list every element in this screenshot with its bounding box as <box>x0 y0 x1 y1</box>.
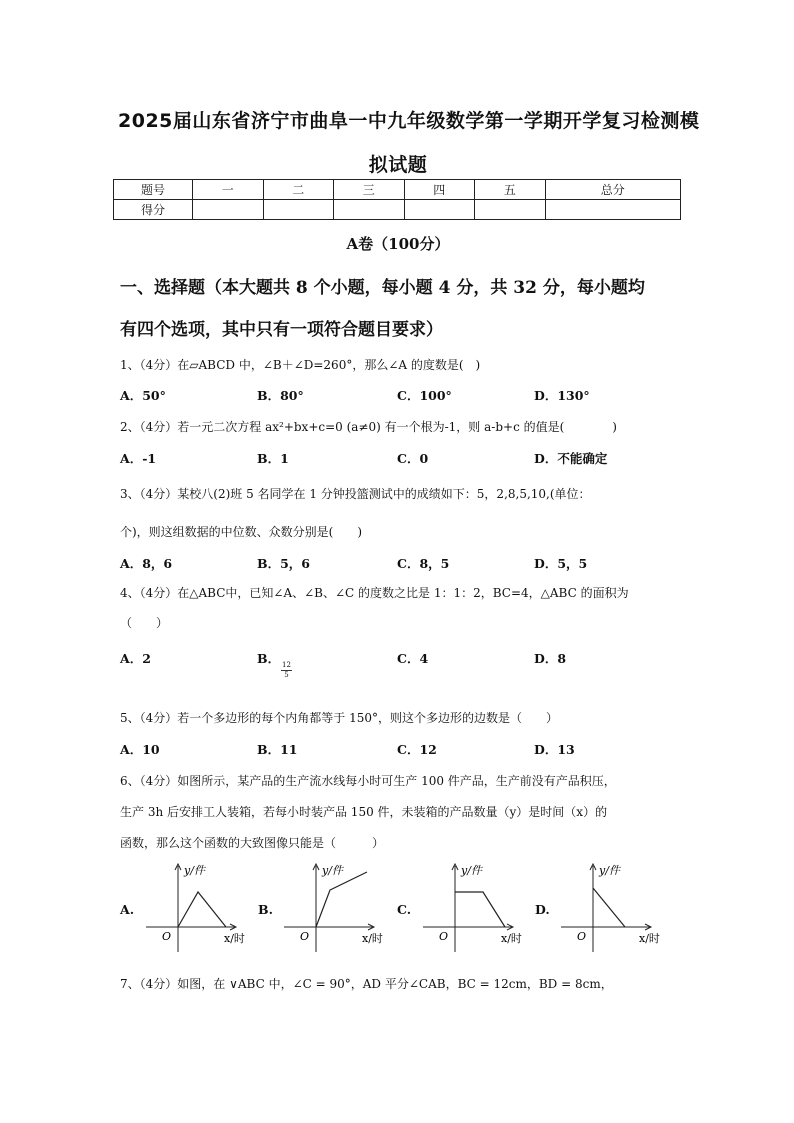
graph-a-triangle <box>142 860 262 955</box>
question-4-text-line1: 4、（4分）在△ABC中，已知∠A、∠B、∠C 的度数之比是 1：1：2，BC=4，△ABC 的面积为 <box>120 586 629 600</box>
score-cell <box>404 200 475 220</box>
score-header-cell: 一 <box>193 180 264 200</box>
q4-option-c: C．4 <box>397 651 429 666</box>
question-6-text-line2: 生产 3h 后安排工人装箱，若每小时装产品 150 件，未装箱的产品数量（y）是时间（x）的 <box>120 805 608 819</box>
question-2-text: 2、（4分）若一元二次方程 ax²+bx+c=0 (a≠0) 有一个根为-1，则 a-b+c 的值是( ) <box>120 420 617 434</box>
question-5-text: 5、（4分）若一个多边形的每个内角都等于 150°，则这个多边形的边数是（ ） <box>120 711 558 725</box>
section-heading-line2: 有四个选项，其中只有一项符合题目要求） <box>120 320 443 340</box>
score-header-cell: 二 <box>263 180 334 200</box>
graph-c-flat-then-decreasing <box>419 860 539 955</box>
q2-option-a: A．-1 <box>120 451 157 466</box>
q6-option-a: A. <box>120 902 135 917</box>
q1-option-d: D．130° <box>534 388 590 403</box>
fraction-denominator: 5 <box>284 671 289 679</box>
origin-label: O <box>300 930 310 943</box>
q5-option-c: C．12 <box>397 742 437 757</box>
graph-d-decreasing <box>557 860 677 955</box>
score-cell <box>263 200 334 220</box>
score-table <box>113 179 681 220</box>
origin-label: O <box>577 930 587 943</box>
q4-option-a: A．2 <box>120 651 151 666</box>
q4-option-b: B． <box>257 651 281 666</box>
q3-option-a: A．8，6 <box>120 556 173 571</box>
x-axis-label: x/时 <box>639 932 660 945</box>
question-6-text-line1: 6、（4分）如图所示，某产品的生产流水线每小时可生产 100 件产品，生产前没有产品积压， <box>120 774 616 788</box>
q1-option-a: A．50° <box>120 388 166 403</box>
question-3-text-line1: 3、（4分）某校八(2)班 5 名同学在 1 分钟投篮测试中的成绩如下：5，2,8,5,10,(单位： <box>120 487 591 501</box>
q2-option-c: C．0 <box>397 451 429 466</box>
q3-option-d: D．5，5 <box>534 556 588 571</box>
question-6-text-line3: 函数，那么这个函数的大致图像只能是（ ） <box>120 836 385 850</box>
section-heading-line1: 一、选择题（本大题共 8 个小题，每小题 4 分，共 32 分，每小题均 <box>120 278 645 298</box>
y-axis-label: y/件 <box>461 864 482 877</box>
score-table-row <box>114 200 681 220</box>
q6-option-c: C. <box>397 902 412 917</box>
q5-option-d: D．13 <box>534 742 575 757</box>
x-axis-label: x/时 <box>501 932 522 945</box>
volume-label: A卷（100分） <box>346 235 450 253</box>
y-axis-label: y/件 <box>322 864 343 877</box>
question-3-text-line2: 个)，则这组数据的中位数、众数分别是( ) <box>120 525 363 539</box>
q2-option-b: B．1 <box>257 451 289 466</box>
q1-option-b: B．80° <box>257 388 304 403</box>
score-header-cell: 五 <box>475 180 546 200</box>
score-cell <box>475 200 546 220</box>
score-cell <box>334 200 405 220</box>
score-cell <box>193 200 264 220</box>
fraction-numerator: 12 <box>282 661 291 669</box>
score-header-cell: 总分 <box>545 180 681 200</box>
q1-option-c: C．100° <box>397 388 452 403</box>
q4-option-d: D．8 <box>534 651 567 666</box>
question-1-text: 1、（4分）在▱ABCD 中，∠B＋∠D=260°，那么∠A 的度数是( ) <box>120 358 481 372</box>
q2-option-d: D．不能确定 <box>534 451 608 466</box>
q5-option-a: A．10 <box>120 742 160 757</box>
question-4-text-line2: （ ） <box>120 616 169 630</box>
score-header-cell: 题号 <box>114 180 193 200</box>
document-title-line1: 2025届山东省济宁市曲阜一中九年级数学第一学期开学复习检测模 <box>118 110 700 132</box>
y-axis-label: y/件 <box>184 864 205 877</box>
origin-label: O <box>439 930 449 943</box>
question-7-text: 7、（4分）如图，在 ∨ABC 中，∠C = 90°，AD 平分∠CAB，BC = 12cm，BD = 8cm， <box>120 977 613 991</box>
q3-option-c: C．8，5 <box>397 556 450 571</box>
score-row-label: 得分 <box>114 200 193 220</box>
q4-option-b-fraction <box>281 661 292 680</box>
score-cell <box>545 200 681 220</box>
q6-option-b: B. <box>258 902 273 917</box>
document-title-line2: 拟试题 <box>368 154 428 176</box>
q3-option-b: B．5，6 <box>257 556 310 571</box>
q5-option-b: B．11 <box>257 742 298 757</box>
score-header-cell: 四 <box>404 180 475 200</box>
x-axis-label: x/时 <box>224 932 245 945</box>
score-table-header-row <box>114 180 681 200</box>
graph-b-increasing <box>280 860 400 955</box>
q6-option-d: D. <box>535 902 550 917</box>
x-axis-label: x/时 <box>362 932 383 945</box>
y-axis-label: y/件 <box>599 864 620 877</box>
origin-label: O <box>162 930 172 943</box>
score-header-cell: 三 <box>334 180 405 200</box>
